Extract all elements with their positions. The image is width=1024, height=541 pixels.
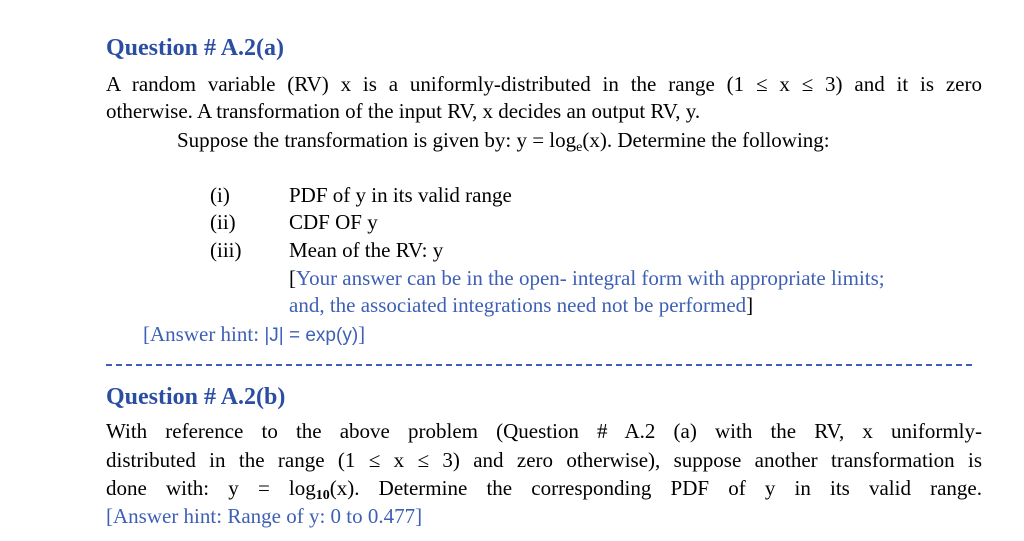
question-a2b-heading: Question # A.2(b) [106, 384, 286, 410]
section-divider [106, 364, 972, 366]
item-number-i: (i) [210, 183, 230, 207]
hint-label: [Answer hint: [143, 322, 265, 346]
item-number-ii: (ii) [210, 210, 236, 234]
item-text-i: PDF of y in its valid range [289, 183, 512, 207]
note-close-bracket: ] [746, 293, 754, 317]
hint-jacobian: |J| = exp(y) [264, 325, 359, 346]
note-text-2: and, the associated integrations need not be performed [289, 293, 747, 317]
part-b-paragraph-line-1: With reference to the above problem (Question # A.2 (a) with the RV, x uniformly- [106, 419, 982, 443]
log10-suffix: (x). Determine the corresponding PDF of y in its valid range. [329, 476, 983, 500]
log-base-e: e [576, 140, 583, 155]
item-text-iii: Mean of the RV: y [289, 238, 444, 262]
log-base-10: 10 [315, 488, 330, 503]
note-text-1: Your answer can be in the open- integral form with appropriate limits; [296, 266, 885, 290]
note-open-bracket: [ [289, 266, 296, 290]
part-b-paragraph-line-2: distributed in the range (1 ≤ x ≤ 3) and zero otherwise), suppose another transformation is [106, 448, 982, 472]
item-text-ii: CDF OF y [289, 210, 378, 234]
part-a-paragraph-line-2: otherwise. A transformation of the input RV, x decides an output RV, y. [106, 99, 701, 123]
question-a2a-heading: Question # A.2(a) [106, 35, 285, 61]
item-number-iii: (iii) [210, 238, 242, 262]
part-b-answer-hint: [Answer hint: Range of y: 0 to 0.477] [106, 504, 423, 528]
hint-close-bracket: ] [358, 322, 366, 346]
part-a-transformation-line [177, 127, 830, 161]
note-line-2 [289, 292, 753, 318]
transformation-suffix: (x). Determine the following: [582, 128, 830, 152]
transformation-prefix: Suppose the transformation is given by: y = log [177, 128, 577, 152]
log10-prefix: done with: y = log [106, 476, 316, 500]
part-a-answer-hint [143, 321, 365, 349]
note-line-1 [289, 265, 885, 291]
part-a-paragraph-line-1: A random variable (RV) x is a uniformly-distributed in the range (1 ≤ x ≤ 3) and it is zero [106, 72, 982, 96]
